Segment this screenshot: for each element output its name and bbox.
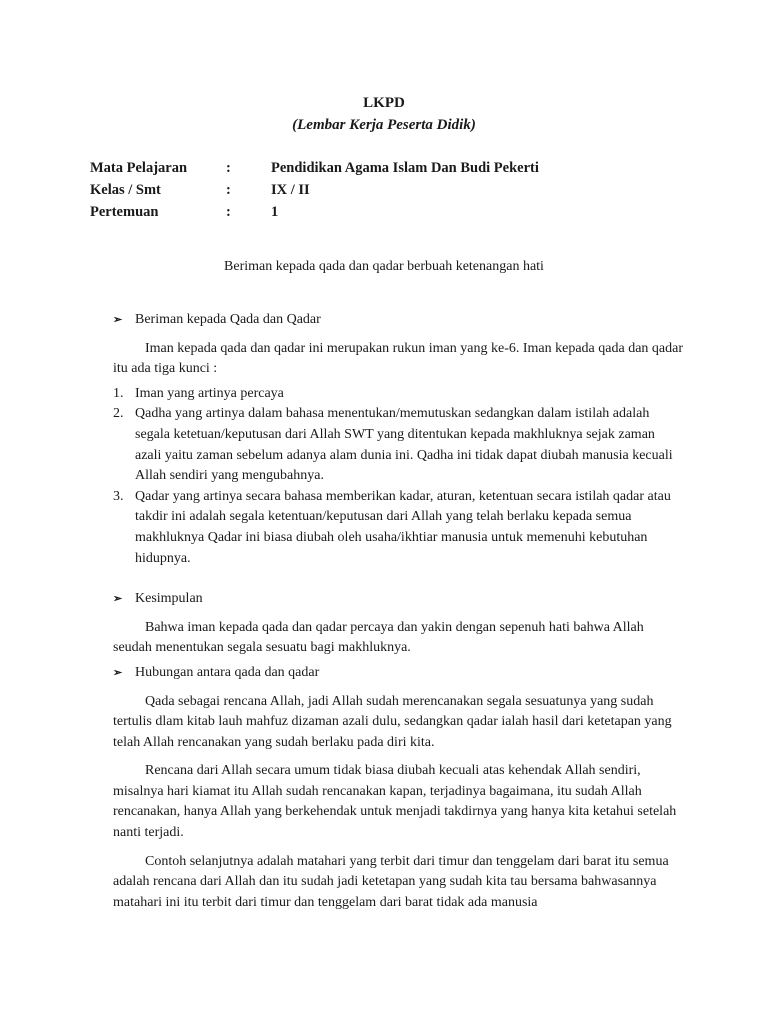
section-heading [113,663,683,684]
paragraph: Bahwa iman kepada qada dan qadar percaya dan yakin dengan sepenuh hati bahwa Allah seudah menentukan segala sesuatu bagi makhluknya. [113,619,644,656]
document-title: LKPD [363,95,405,111]
list-item-text: Qadha yang artinya dalam bahasa menentukan/memutuskan sedangkan dalam istilah adalah segala ketetuan/keputusan dari Allah SWT yang ditentukan kepada makhluknya sejak zaman azali yaitu zaman sebelum adanya alam dunia ini. Qadha ini tidak dapat diubah manusia kecuali Allah sendiri yang mengubahnya. [135,406,673,484]
meta-label: Mata Pelajaran [90,160,188,176]
section-heading [113,589,683,610]
meta-colon: : [226,182,231,198]
meta-row-meeting [90,202,690,222]
section-heading-text: Hubungan antara qada dan qadar [135,664,320,680]
paragraph: Iman kepada qada dan qadar ini merupakan rukun iman yang ke-6. Iman kepada qada dan qadar itu ada tiga kunci : [113,340,683,377]
meta-row-subject [90,158,690,178]
arrow-bullet-icon: ➢ [113,314,123,326]
list-number: 3. [113,488,124,504]
section-heading [113,310,683,331]
section-heading-text: Beriman kepada Qada dan Qadar [135,312,321,327]
paragraph: Qada sebagai rencana Allah, jadi Allah sudah merencanakan segala sesuatunya yang sudah tertulis dlam kitab lauh mahfuz dizaman azali dulu, sedangkan qadar ialah hasil dari ketetapan yang telah Allah rencanakan yang sudah berlaku pada diri kita. [113,693,672,750]
topic-heading: Beriman kepada qada dan qadar berbuah ketenangan hati [224,259,544,274]
meta-colon: : [226,160,231,176]
numbered-list [113,384,683,569]
document-body [113,310,683,913]
meta-value: Pendidikan Agama Islam Dan Budi Pekerti [271,160,539,176]
list-number: 2. [113,406,124,422]
list-item-text: Qadar yang artinya secara bahasa memberikan kadar, aturan, ketentuan secara istilah qadar atau takdir ini adalah segala ketentuan/keputusan dari Allah yang telah berlaku kepada semua makhluknya Qadar ini biasa diubah oleh usaha/ikhtiar manusia untuk memenuhi kebutuhan hidupnya. [135,488,671,566]
meta-colon: : [226,204,231,220]
list-item-text: Iman yang artinya percaya [135,385,284,401]
list-item [113,384,683,405]
meta-label: Kelas / Smt [90,182,161,198]
section-heading-text: Kesimpulan [135,591,203,607]
list-number: 1. [113,385,124,401]
meta-row-class [90,180,690,200]
arrow-bullet-icon: ➢ [113,666,123,679]
meta-value: 1 [271,204,279,220]
arrow-bullet-icon: ➢ [113,593,123,606]
meta-label: Pertemuan [90,204,159,220]
list-item [113,487,683,569]
paragraph: Contoh selanjutnya adalah matahari yang terbit dari timur dan tenggelam dari barat itu semua adalah rencana dari Allah dan itu sudah jadi ketetapan yang sudah kita tau bersama bahwasannya matahari ini itu terbit dari timur dan tenggelam dari barat tidak ada manusia [113,853,669,910]
list-item [113,404,683,486]
paragraph: Rencana dari Allah secara umum tidak biasa diubah kecuali atas kehendak Allah sendiri, misalnya hari kiamat itu Allah sudah rencanakan kapan, terjadinya bagaimana, itu sudah Allah rencanakan, hanya Allah yang berkehendak untuk menjadi takdirnya yang hanya kita ketahui setelah nanti terjadi. [113,763,677,841]
meta-value: IX / II [271,182,310,198]
document-subtitle: (Lembar Kerja Peserta Didik) [292,117,476,133]
